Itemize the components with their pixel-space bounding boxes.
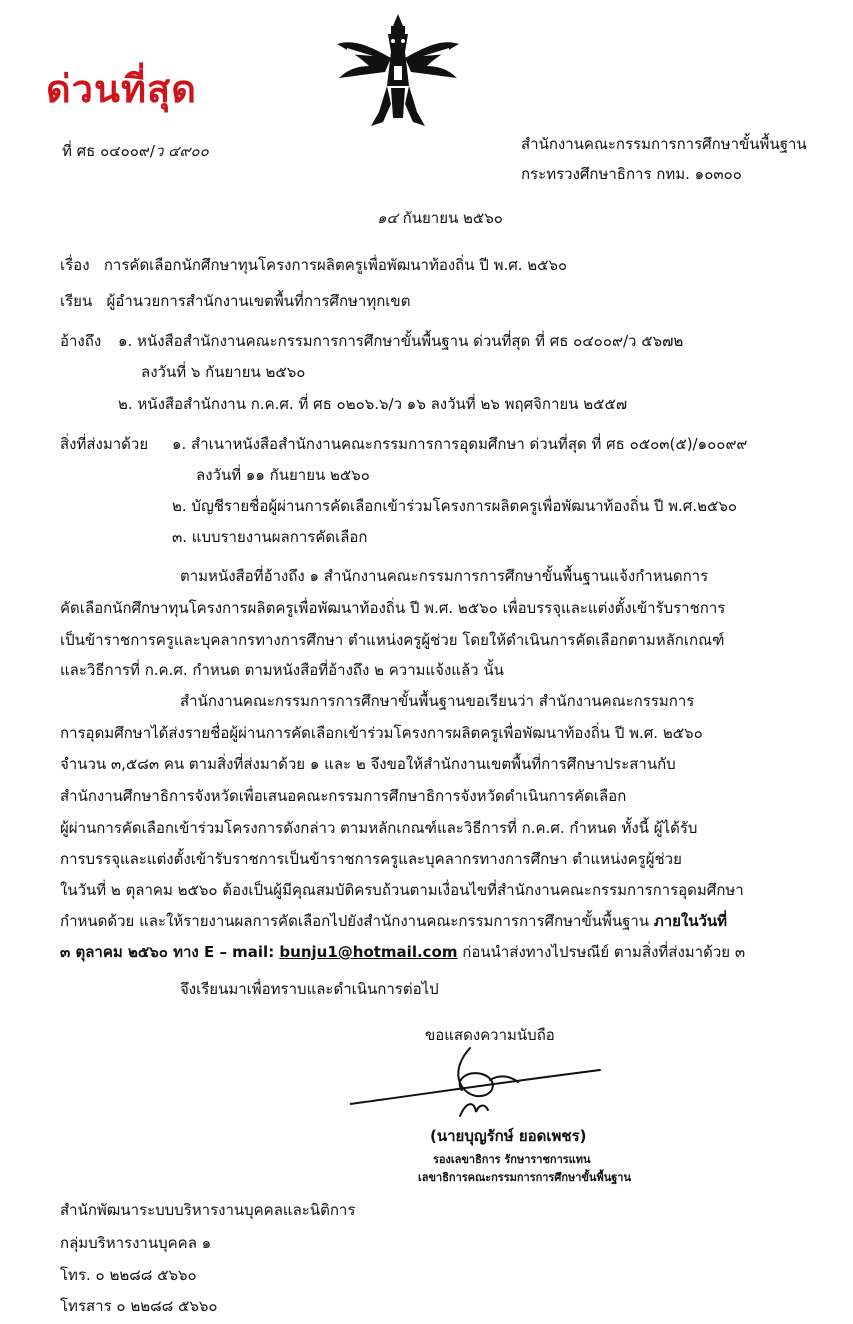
reference-item: ๒. หนังสือสำนักงาน ก.ค.ศ. ที่ ศธ ๐๒๐๖.๖/ว ๑๖ ลงวันที่ ๒๖ พฤศจิกายน ๒๕๕๗ — [118, 395, 628, 413]
enclosures-label: สิ่งที่ส่งมาด้วย — [60, 435, 149, 453]
signatory-position-acting: รองเลขาธิการ รักษาราชการแทน — [433, 1153, 591, 1166]
signatory-position-title: เลขาธิการคณะกรรมการการศึกษาขั้นพื้นฐาน — [418, 1171, 631, 1184]
body-paragraph-2-line — [60, 942, 745, 962]
reference-item: ๑. หนังสือสำนักงานคณะกรรมการการศึกษาขั้นพื้นฐาน ด่วนที่สุด ที่ ศธ ๐๔๐๐๙/ว ๕๖๗๒ — [118, 332, 684, 350]
recipient-label: เรียน — [60, 292, 93, 310]
footer-office: สำนักพัฒนาระบบบริหารงานบุคคลและนิติการ — [60, 1201, 356, 1219]
deadline-text: ภายในวันที่ — [653, 912, 728, 930]
issuing-ministry-address: กระทรวงศึกษาธิการ กทม. ๑๐๓๐๐ — [521, 165, 742, 183]
body-paragraph-1-line: คัดเลือกนักศึกษาทุนโครงการผลิตครูเพื่อพัฒนาท้องถิ่น ปี พ.ศ. ๒๕๖๐ เพื่อบรรจุและแต่งตั้งเข้ารับราชการ — [60, 599, 726, 617]
enclosure-item: ๑. สำเนาหนังสือสำนักงานคณะกรรมการการอุดมศึกษา ด่วนที่สุด ที่ ศธ ๐๕๐๓(๕)/๑๐๐๙๙ — [172, 435, 748, 453]
document-number — [62, 141, 209, 161]
letter-date-month-year: กันยายน ๒๕๖๐ — [402, 209, 503, 227]
letter-date — [377, 208, 503, 228]
urgency-stamp: ด่วนที่สุด — [46, 66, 197, 111]
handwritten-signature — [350, 1040, 610, 1120]
document-number-handwritten: ว ๔๙๐๐ — [154, 142, 209, 160]
recipient-line — [60, 291, 410, 311]
footer-fax: โทรสาร ๐ ๒๒๘๘ ๕๖๖๐ — [60, 1297, 218, 1315]
body-paragraph-2-line: สำนักงานศึกษาธิการจังหวัดเพื่อเสนอคณะกรรมการศึกษาธิการจังหวัดดำเนินการคัดเลือก — [60, 787, 627, 805]
footer-group: กลุ่มบริหารงานบุคคล ๑ — [60, 1234, 212, 1252]
body-paragraph-1-line: ตามหนังสือที่อ้างถึง ๑ สำนักงานคณะกรรมการการศึกษาขั้นพื้นฐานแจ้งกำหนดการ — [180, 567, 709, 585]
body-paragraph-2-line: สำนักงานคณะกรรมการการศึกษาขั้นพื้นฐานขอเรียนว่า สำนักงานคณะกรรมการ — [180, 692, 695, 710]
enclosure-item-date: ลงวันที่ ๑๑ กันยายน ๒๕๖๐ — [196, 466, 370, 484]
email-link[interactable]: bunju1@hotmail.com — [279, 943, 458, 961]
subject-text: การคัดเลือกนักศึกษาทุนโครงการผลิตครูเพื่อพัฒนาท้องถิ่น ปี พ.ศ. ๒๕๖๐ — [103, 256, 568, 274]
references-label: อ้างถึง — [60, 332, 102, 350]
document-number-prefix: ที่ ศธ ๐๔๐๐๙/ — [62, 142, 155, 160]
reference-item-date: ลงวันที่ ๖ กันยายน ๒๕๖๐ — [141, 363, 306, 381]
garuda-emblem-icon — [333, 8, 463, 138]
enclosure-item: ๒. บัญชีรายชื่อผู้ผ่านการคัดเลือกเข้าร่วมโครงการผลิตครูเพื่อพัฒนาท้องถิ่น ปี พ.ศ.๒๕๖๐ — [172, 497, 737, 515]
body-paragraph-2-line: ผู้ผ่านการคัดเลือกเข้าร่วมโครงการดังกล่าว ตามหลักเกณฑ์และวิธีการที่ ก.ค.ศ. กำหนด ทั้งนี้ ผู้ได้รับ — [60, 819, 698, 837]
signatory-name: (นายบุญรักษ์ ยอดเพชร) — [430, 1127, 587, 1145]
issuing-office: สำนักงานคณะกรรมการการศึกษาขั้นพื้นฐาน — [521, 135, 807, 153]
footer-phone: โทร. ๐ ๒๒๘๘ ๕๖๖๐ — [60, 1266, 197, 1284]
complimentary-close: ขอแสดงความนับถือ — [425, 1026, 555, 1044]
body-paragraph-1-line: เป็นข้าราชการครูและบุคลากรทางการศึกษา ตำแหน่งครูผู้ช่วย โดยให้ดำเนินการคัดเลือกตามหลักเกณฑ์ — [60, 631, 725, 649]
body-text: กำหนดด้วย และให้รายงานผลการคัดเลือกไปยังสำนักงานคณะกรรมการการศึกษาขั้นพื้นฐาน — [60, 912, 654, 930]
body-paragraph-1-line: และวิธีการที่ ก.ค.ศ. กำหนด ตามหนังสือที่อ้างถึง ๒ ความแจ้งแล้ว นั้น — [60, 661, 504, 679]
body-text: ก่อนนำส่งทางไปรษณีย์ ตามสิ่งที่ส่งมาด้วย ๓ — [457, 943, 746, 961]
enclosure-item: ๓. แบบรายงานผลการคัดเลือก — [172, 528, 368, 546]
letter-date-day: ๑๔ — [377, 209, 398, 227]
closing-request: จึงเรียนมาเพื่อทราบและดำเนินการต่อไป — [180, 980, 439, 998]
subject-label: เรื่อง — [60, 256, 90, 274]
body-paragraph-2-line: การอุดมศึกษาได้ส่งรายชื่อผู้ผ่านการคัดเลือกเข้าร่วมโครงการผลิตครูเพื่อพัฒนาท้องถิ่น ปี พ.ศ. ๒๕๖๐ — [60, 724, 703, 742]
body-paragraph-2-line — [60, 911, 727, 931]
body-paragraph-2-line: การบรรจุและแต่งตั้งเข้ารับราชการเป็นข้าราชการครูและบุคลากรทางการศึกษา ตำแหน่งครูผู้ช่วย — [60, 850, 682, 868]
body-paragraph-2-line: ในวันที่ ๒ ตุลาคม ๒๕๖๐ ต้องเป็นผู้มีคุณสมบัติครบถ้วนตามเงื่อนไขที่สำนักงานคณะกรรมการการอุดมศึกษา — [60, 881, 744, 899]
body-paragraph-2-line: จำนวน ๓,๕๘๓ คน ตามสิ่งที่ส่งมาด้วย ๑ และ ๒ จึงขอให้สำนักงานเขตพื้นที่การศึกษาประสานกับ — [60, 755, 676, 773]
recipient-text: ผู้อำนวยการสำนักงานเขตพื้นที่การศึกษาทุกเขต — [106, 292, 411, 310]
subject-line — [60, 255, 567, 275]
deadline-date: ๓ ตุลาคม ๒๕๖๐ ทาง E – mail: — [60, 943, 280, 961]
